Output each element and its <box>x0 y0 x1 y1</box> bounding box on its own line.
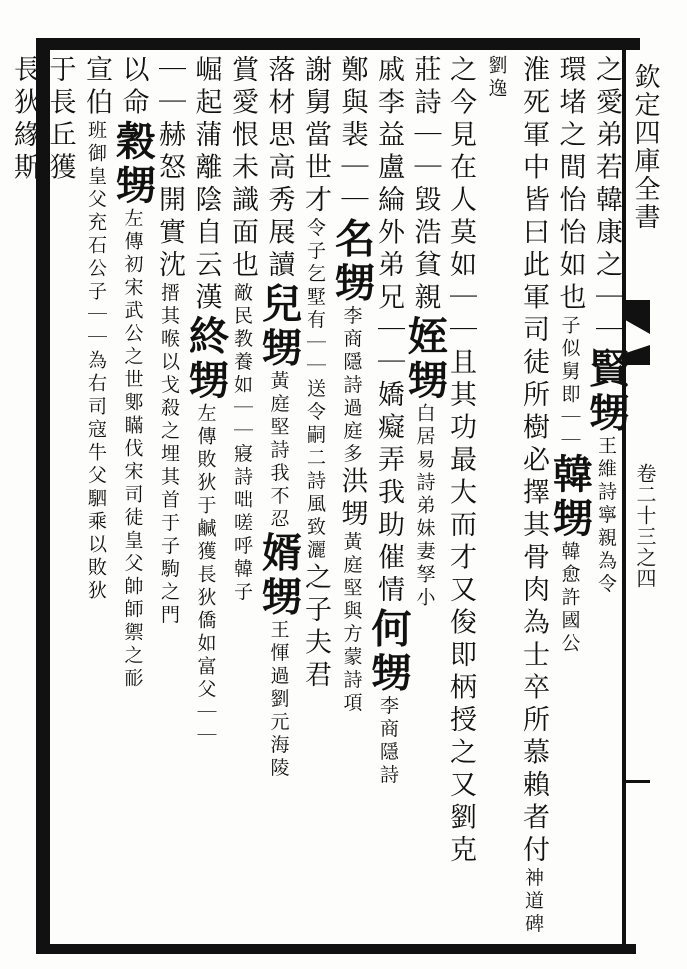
entry-headword: 名甥 <box>328 217 376 306</box>
entry-headword: 穀甥 <box>109 120 157 208</box>
text-column <box>7 55 43 940</box>
body-text: 長狄緣斯 <box>9 55 40 185</box>
body-text: 之子夫君 <box>300 562 331 693</box>
text-column <box>78 55 115 940</box>
center-strip <box>628 55 662 935</box>
entry-headword: 兒甥 <box>255 282 303 371</box>
top-border-rule <box>40 38 640 50</box>
body-text: 以命 <box>117 55 149 120</box>
text-column <box>255 55 303 940</box>
text-column <box>182 55 230 940</box>
entry-headword: 姪甥 <box>401 315 449 403</box>
body-text: 賞愛恨未識面也 <box>227 55 258 283</box>
body-text: 宣伯 <box>81 55 112 120</box>
body-text: 落材思高秀展讀 <box>263 55 295 283</box>
body-text: 淮死軍中皆曰此軍司徒所樹必擇其骨肉為士卒所慕賴者付 <box>518 55 549 868</box>
small-annotation: 神道碑劉逸 <box>485 55 544 937</box>
body-text: 之愛弟若韓康之｜｜ <box>591 55 622 348</box>
text-column <box>365 55 412 940</box>
small-annotation: 黃庭堅與方蒙詩項 <box>340 531 363 716</box>
small-annotation: 黃庭堅詩我不忍 <box>267 370 290 532</box>
small-annotation: 敵民教養如｜｜寢詩咄嗟呼韓子 <box>231 282 253 605</box>
volume-label: 卷二十三之四 <box>633 463 657 589</box>
text-column <box>297 55 334 940</box>
body-text: 洪甥 <box>336 466 368 532</box>
entry-headword: 終甥 <box>182 315 230 403</box>
body-text: 莊詩｜｜毀浩貧親 <box>409 55 441 315</box>
small-annotation: 令子乞墅有｜｜送令嗣二詩風致灑 <box>304 217 326 563</box>
text-column <box>42 55 78 940</box>
small-annotation: 左傳初宋武公之世鄋瞞伐宋司徒皇父帥師禦之耏 <box>121 208 144 691</box>
small-annotation: 白居易詩弟妹妻孥小 <box>413 403 436 610</box>
body-text: 戚李益盧綸外弟兄｜｜嬌癡弄我助催情 <box>373 55 404 608</box>
body-text: 謝舅當世才 <box>300 55 331 218</box>
small-annotation: 韓愈許國公 <box>558 541 581 656</box>
text-column <box>443 55 479 940</box>
small-annotation: 搢其喉以戈殺之埋其首于子駒之門 <box>158 282 180 628</box>
small-annotation: 王維詩寧親為令 <box>595 435 617 597</box>
text-column <box>109 55 157 940</box>
body-text: 崛起蒲離陰自云漢 <box>190 55 222 315</box>
entry-headword: 婿甥 <box>255 531 303 620</box>
body-text: 環堵之間怡怡如也 <box>554 55 586 315</box>
bottom-border-rule <box>36 944 636 954</box>
small-annotation: 王惲過劉元海陵 <box>267 619 290 781</box>
text-column <box>546 55 594 940</box>
small-annotation: 子似舅即｜｜ <box>558 315 581 453</box>
body-text: 于長丘獲 <box>44 55 76 185</box>
small-annotation: 李商隱詩過庭多 <box>340 305 363 467</box>
body-text: 之今見在人莫如｜｜且其功最大而才又俊即柄授之又劉克 <box>445 55 476 868</box>
text-column <box>478 55 551 940</box>
small-annotation: 左傳敗狄于鹹獲長狄僑如富父｜｜ <box>194 403 217 748</box>
text-body <box>9 55 630 940</box>
body-text: 鄭與裴｜｜ <box>336 55 368 218</box>
entry-headword: 賢甥 <box>583 347 630 436</box>
body-text: ｜｜赫怒開實沈 <box>154 55 185 283</box>
entry-headword: 何甥 <box>365 607 412 696</box>
book-title: 欽定四庫全書 <box>630 63 660 231</box>
small-annotation: 班御皇父充石公子｜｜為右司寇牛父駟乘以敗狄 <box>85 120 107 603</box>
small-annotation: 李商隱詩 <box>377 695 399 788</box>
entry-headword: 韓甥 <box>546 453 594 541</box>
text-column <box>401 55 449 940</box>
text-column <box>328 55 376 940</box>
text-column <box>224 55 261 940</box>
